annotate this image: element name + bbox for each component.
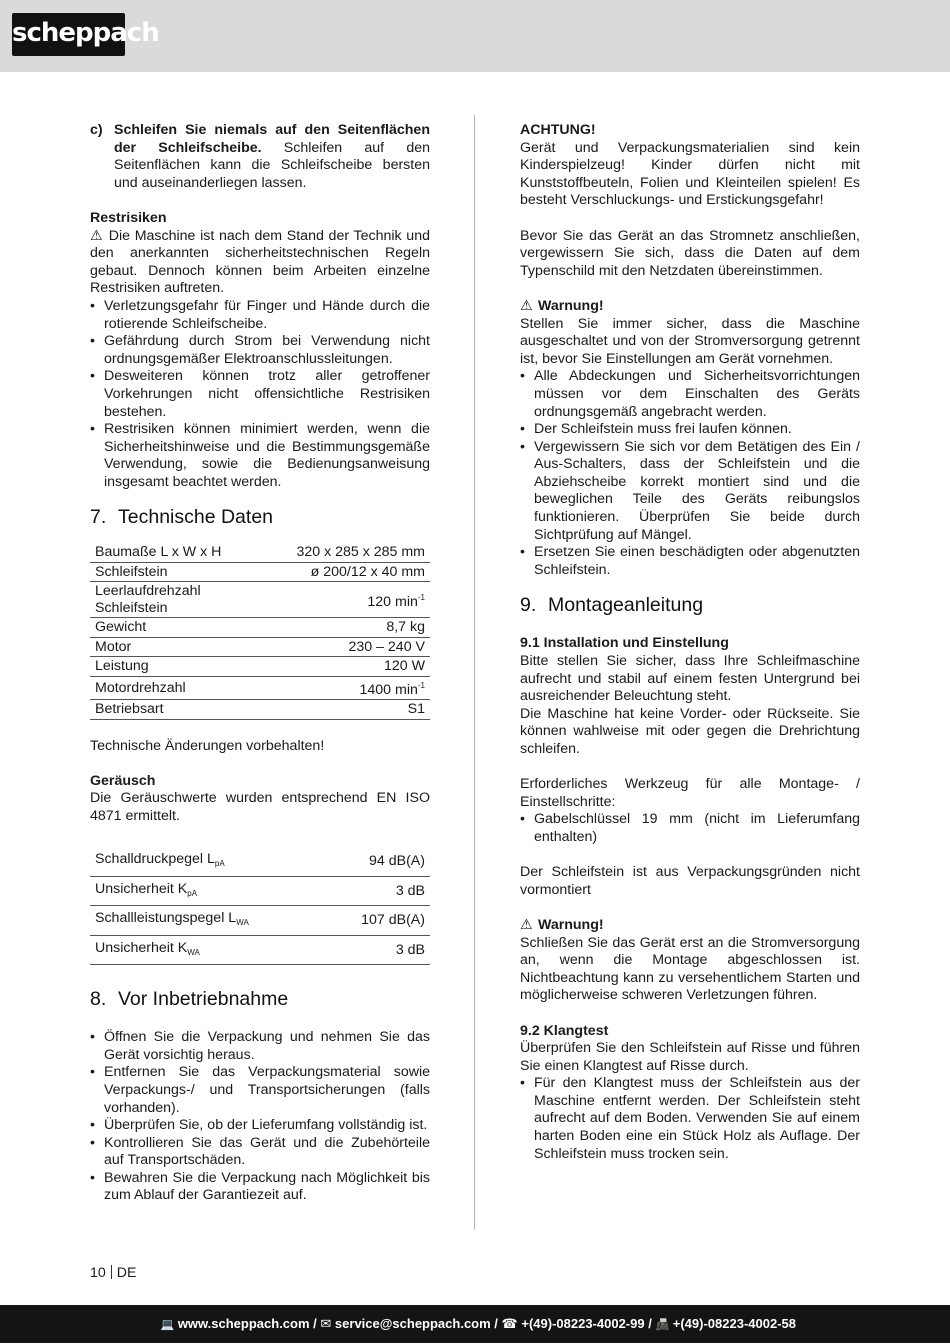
- werkzeug-list: [520, 811, 860, 846]
- page-number-value: 10: [90, 1265, 106, 1281]
- phone-icon: ☎: [501, 1316, 518, 1331]
- table-cell-label: Motor: [90, 637, 270, 657]
- page-language: DE: [116, 1265, 137, 1281]
- table-row: [90, 935, 430, 965]
- technical-data-table: [90, 543, 430, 720]
- label-subscript: pA: [187, 888, 198, 898]
- section-number: 7.: [90, 506, 107, 529]
- table-row: [90, 618, 430, 638]
- restrisiken-heading: Restrisiken: [90, 209, 167, 226]
- separator: /: [309, 1316, 321, 1331]
- klangtest-heading: 9.2 Klangtest: [520, 1022, 609, 1039]
- warnung-2-text: Schließen Sie das Gerät erst an die Stromversorgung an, wenn die Montage abgeschlossen ist. Nichtbeachtung kann zu versehentlichem Starten und möglicherweise schweren Verletzungen führen.: [520, 934, 860, 1004]
- section-title: Technische Daten: [118, 506, 274, 529]
- warnung-title: Warnung!: [537, 297, 604, 314]
- table-cell-label: Baumaße L x W x H: [90, 543, 270, 562]
- list-item: • Ersetzen Sie einen beschädigten oder abgenutzten Schleifstein.: [520, 544, 860, 579]
- warning-icon: ⚠: [520, 297, 533, 314]
- warnung-list: [520, 368, 860, 579]
- value-text: 1400 min: [359, 681, 418, 698]
- footer-contact: [160, 1305, 796, 1344]
- table-cell-value: 120 W: [270, 657, 430, 677]
- scheppach-logo: scheppach: [12, 13, 125, 56]
- column-divider: [474, 115, 475, 1230]
- table-cell-value: [270, 676, 430, 700]
- table-cell-value: ø 200/12 x 40 mm: [270, 562, 430, 582]
- fax-icon: 📠: [655, 1319, 670, 1331]
- restrisiken-intro: [90, 228, 430, 298]
- warnung-title: Warnung!: [537, 916, 604, 933]
- label-text: Unsicherheit K: [95, 880, 188, 897]
- value-superscript: -1: [417, 592, 425, 602]
- label-text: Schallleistungspegel L: [95, 910, 237, 927]
- warnung-2-heading: [520, 917, 860, 935]
- list-item: • Vergewissern Sie sich vor dem Betätigen des Ein / Aus-Schalters, dass der Schleifstein und die Abziehscheibe korrekt montiert sind und die beweglichen Teile des Geräts reibungslos funktionieren. Überprüfen Sie beide durch Sichtprüfung auf Mängel.: [520, 439, 860, 545]
- table-row: [90, 657, 430, 677]
- table-cell-label: Leistung: [90, 657, 270, 677]
- table-cell-value: 107 dB(A): [324, 906, 430, 936]
- list-item: • Entfernen Sie das Verpackungsmaterial sowie Verpackungs-/ und Transportsicherungen (falls vorhanden).: [90, 1064, 430, 1117]
- table-row: [90, 906, 430, 936]
- installation-heading: 9.1 Installation und Einstellung: [520, 635, 729, 652]
- table-cell-value: [270, 582, 430, 618]
- table-cell-label: Leerlaufdrehzahl Schleifstein: [90, 582, 270, 618]
- table-cell-label: [90, 906, 324, 936]
- page-number: [90, 1265, 137, 1281]
- section-7-heading: [90, 505, 430, 529]
- table-row: [90, 676, 430, 700]
- table-cell-label: Motordrehzahl: [90, 676, 270, 700]
- table-cell-value: 3 dB: [324, 876, 430, 906]
- inbetriebnahme-list: [90, 1029, 430, 1205]
- geraeusch-text: Die Geräuschwerte wurden entsprechend EN ISO 4871 ermittelt.: [90, 790, 430, 824]
- table-cell-value: 320 x 285 x 285 mm: [270, 543, 430, 562]
- section-number: 9.: [520, 594, 537, 617]
- page-footer: [0, 1305, 950, 1343]
- list-item: • Kontrollieren Sie das Gerät und die Zubehörteile auf Transportschäden.: [90, 1135, 430, 1170]
- warning-icon: ⚠: [90, 227, 103, 244]
- section-9-heading: [520, 593, 860, 617]
- table-row: [90, 847, 430, 876]
- table-row: [90, 562, 430, 582]
- fax-number: +(49)-08223-4002-58: [672, 1316, 796, 1331]
- geraeusch-heading: Geräusch: [90, 772, 156, 789]
- table-cell-label: Betriebsart: [90, 700, 270, 720]
- item-bold-text: Schleifen Sie niemals auf den Seitenflächen der Schleifscheibe.: [114, 122, 430, 156]
- list-item: • Gefährdung durch Strom bei Verwendung nicht ordnungsgemäßer Elektroanschlussleitungen.: [90, 333, 430, 368]
- page-header: [0, 0, 950, 72]
- label-subscript: WA: [236, 918, 249, 928]
- stromnetz-text: Bevor Sie das Gerät an das Stromnetz anschließen, vergewissern Sie sich, dass die Daten auf dem Typenschild mit den Netzdaten übereinstimmen.: [520, 227, 860, 279]
- list-item: • Überprüfen Sie, ob der Lieferumfang vollständig ist.: [90, 1117, 430, 1135]
- page-number-separator: [111, 1265, 112, 1279]
- table-cell-label: Gewicht: [90, 618, 270, 638]
- list-item: • Gabelschlüssel 19 mm (nicht im Lieferumfang enthalten): [520, 811, 860, 846]
- table-row: [90, 582, 430, 618]
- list-item: • Restrisiken können minimiert werden, wenn die Sicherheitshinweise und die Bestimmungsgemäße Verwendung, sowie die Bedienungsanweisung insgesamt beachtet werden.: [90, 421, 430, 491]
- achtung-text: Gerät und Verpackungsmaterialien sind kein Kinderspielzeug! Kinder dürfen nicht mit Kunststoffbeuteln, Folien und Kleinteilen spielen! Es besteht Verschluckungs- und Erstickungsgefahr!: [520, 139, 860, 209]
- table-row: [90, 543, 430, 562]
- technical-changes-note: Technische Änderungen vorbehalten!: [90, 737, 325, 754]
- table-row: [90, 637, 430, 657]
- vormontiert-text: Der Schleifstein ist aus Verpackungsgründen nicht vormontiert: [520, 864, 860, 898]
- warnung-heading: [520, 298, 860, 316]
- klangtest-list: [520, 1075, 860, 1163]
- restrisiken-intro-text: Die Maschine ist nach dem Stand der Technik und den anerkannten sicherheitstechnischen Regeln gebaut. Dennoch können beim Arbeiten einzelne Restrisiken auftreten.: [90, 227, 430, 297]
- email-link[interactable]: service@scheppach.com: [334, 1316, 491, 1331]
- value-text: 120 min: [367, 593, 418, 610]
- table-cell-label: [90, 876, 324, 906]
- computer-icon: 💻: [160, 1319, 175, 1331]
- installation-text-2: Die Maschine hat keine Vorder- oder Rückseite. Sie können wahlweise mit oder gegen die Drehrichtung schleifen.: [520, 705, 860, 757]
- website-link[interactable]: www.scheppach.com: [177, 1316, 310, 1331]
- installation-text: Bitte stellen Sie sicher, dass Ihre Schleifmaschine aufrecht und stabil auf einem festen Untergrund bei ausreichender Beleuchtung steht.: [520, 653, 860, 705]
- item-label: c): [90, 122, 103, 138]
- separator: /: [490, 1316, 502, 1331]
- label-text: Unsicherheit K: [95, 939, 188, 956]
- value-superscript: -1: [417, 680, 425, 690]
- section-number: 8.: [90, 988, 107, 1011]
- item-body-text: Schleifen auf den Seitenflächen kann die Schleifscheibe bersten und auseinanderliegen lassen.: [114, 139, 430, 191]
- table-cell-label: [90, 847, 324, 876]
- table-cell-value: 230 – 240 V: [270, 637, 430, 657]
- restrisiken-list: [90, 298, 430, 492]
- separator: /: [644, 1316, 656, 1331]
- safety-item-c: [90, 122, 430, 192]
- list-item: • Verletzungsgefahr für Finger und Hände durch die rotierende Schleifscheibe.: [90, 298, 430, 333]
- list-item: • Bewahren Sie die Verpackung nach Möglichkeit bis zum Ablauf der Garantiezeit auf.: [90, 1170, 430, 1205]
- table-cell-label: Schleifstein: [90, 562, 270, 582]
- list-item: • Öffnen Sie die Verpackung und nehmen Sie das Gerät vorsichtig heraus.: [90, 1029, 430, 1064]
- table-cell-value: 3 dB: [324, 935, 430, 965]
- list-item: • Für den Klangtest muss der Schleifstein aus der Maschine entfernt werden. Der Schleifstein steht aufrecht auf dem Boden. Verwenden Sie auf einem harten Boden eine ein Stück Holz als Auflage. Der Schleifstein muss trocken sein.: [520, 1075, 860, 1163]
- table-row: [90, 876, 430, 906]
- left-column: [90, 122, 430, 1205]
- label-subscript: pA: [214, 859, 225, 869]
- label-subscript: WA: [187, 947, 200, 957]
- label-text: Schalldruckpegel L: [95, 851, 215, 868]
- warning-icon: ⚠: [520, 916, 533, 933]
- werkzeug-text: Erforderliches Werkzeug für alle Montage- / Einstellschritte:: [520, 776, 860, 810]
- warnung-text: Stellen Sie immer sicher, dass die Maschine ausgeschaltet und von der Stromversorgung getrennt ist, bevor Sie Einstellungen am Gerät vornehmen.: [520, 315, 860, 367]
- mail-icon: ✉: [320, 1316, 332, 1331]
- phone-number: +(49)-08223-4002-99: [521, 1316, 645, 1331]
- klangtest-text: Überprüfen Sie den Schleifstein auf Risse und führen Sie einen Klangtest auf Risse durch.: [520, 1040, 860, 1074]
- list-item: • Alle Abdeckungen und Sicherheitsvorrichtungen müssen vor dem Einschalten des Geräts ordnungsgemäß angebracht werden.: [520, 368, 860, 421]
- list-item: • Der Schleifstein muss frei laufen können.: [520, 421, 860, 439]
- section-title: Montageanleitung: [548, 594, 704, 617]
- noise-table: [90, 847, 430, 965]
- table-cell-value: S1: [270, 700, 430, 720]
- section-8-heading: [90, 987, 430, 1011]
- right-column: [520, 122, 860, 1163]
- achtung-heading: ACHTUNG!: [520, 122, 596, 138]
- item-text: [114, 122, 430, 192]
- table-cell-value: 94 dB(A): [324, 847, 430, 876]
- section-title: Vor Inbetriebnahme: [118, 988, 289, 1011]
- table-cell-label: [90, 935, 324, 965]
- list-item: • Desweiteren können trotz aller getroffener Vorkehrungen nicht offensichtliche Restrisiken bestehen.: [90, 368, 430, 421]
- table-row: [90, 700, 430, 720]
- table-cell-value: 8,7 kg: [270, 618, 430, 638]
